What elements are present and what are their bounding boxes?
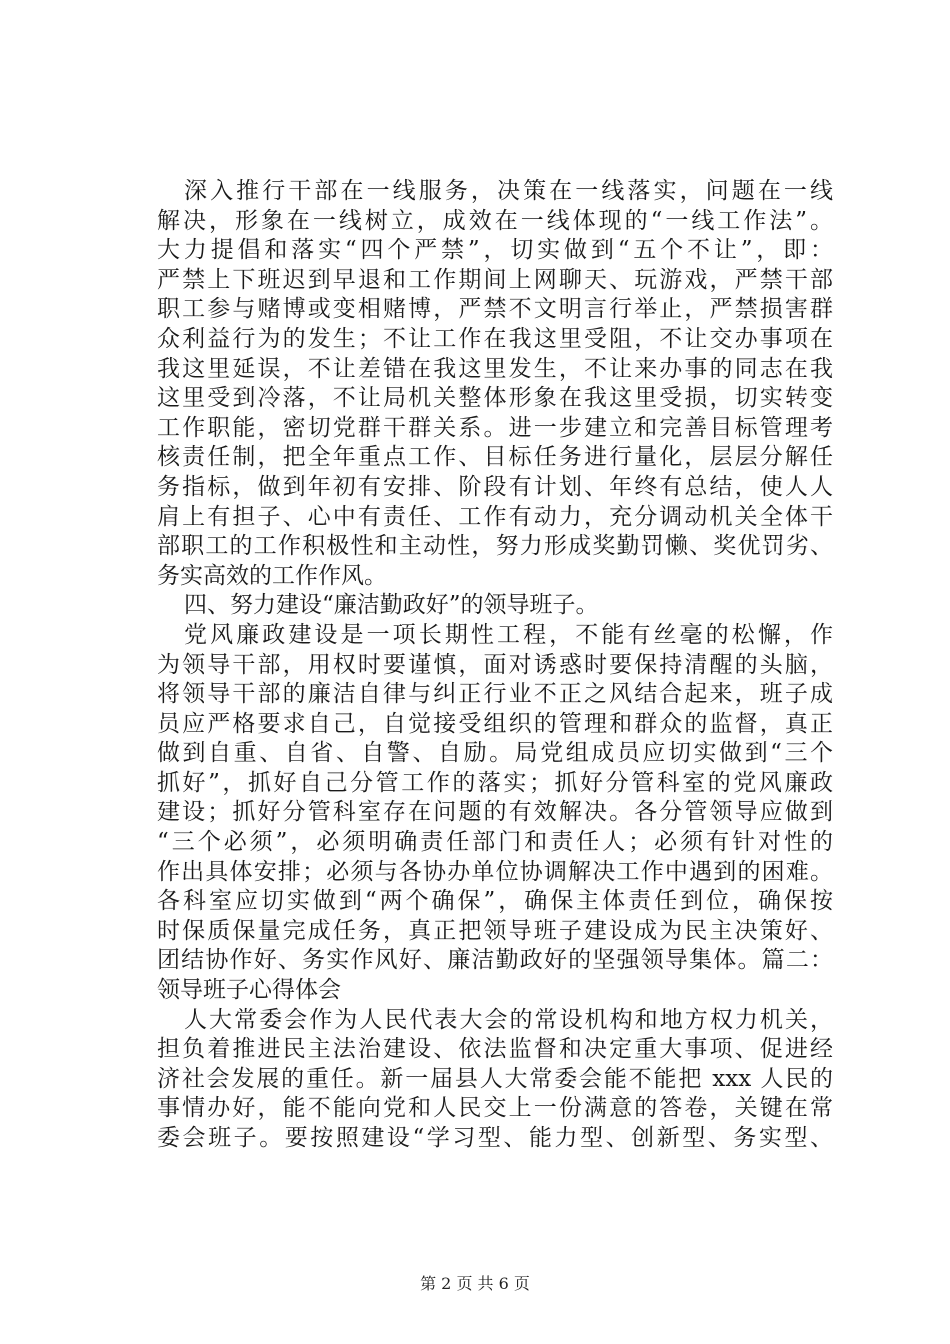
text-line: 事情办好，能不能向党和人民交上一份满意的答卷，关键在常 [157,1095,833,1122]
text-line: 大力提倡和落实“四个严禁”，切实做到“五个不让”，即： [157,237,833,264]
text-line: 作出具体安排；必须与各协办单位协调解决工作中遇到的困难。 [157,858,833,885]
text-line: 核责任制，把全年重点工作、目标任务进行量化，层层分解任 [157,444,833,471]
text-line: 将领导干部的廉洁自律与纠正行业不正之风结合起来，班子成 [157,681,833,708]
text-line: 做到自重、自省、自警、自励。局党组成员应切实做到“三个 [157,740,833,767]
text-line: 众利益行为的发生；不让工作在我这里受阻，不让交办事项在 [157,325,833,352]
text-line: 济社会发展的重任。新一届县人大常委会能不能把 xxx 人民的 [157,1065,833,1092]
text-line: 抓好”，抓好自己分管工作的落实；抓好分管科室的党风廉政 [157,769,833,796]
text-line: 这里受到冷落，不让局机关整体形象在我这里受损，切实转变 [157,385,833,412]
text-line: 担负着推进民主法治建设、依法监督和决定重大事项、促进经 [157,1036,833,1063]
document-body [157,177,833,1154]
text-line: 各科室应切实做到“两个确保”，确保主体责任到位，确保按 [157,888,833,915]
text-line: 部职工的工作积极性和主动性，努力形成奖勤罚懒、奖优罚劣、 [157,533,833,560]
text-line: 务指标，做到年初有安排、阶段有计划、年终有总结，使人人 [157,473,833,500]
text-line: 肩上有担子、心中有责任、工作有动力，充分调动机关全体干 [157,503,833,530]
text-line: 严禁上下班迟到早退和工作期间上网聊天、玩游戏，严禁干部 [157,266,833,293]
text-line: 委会班子。要按照建设“学习型、能力型、创新型、务实型、 [157,1125,833,1151]
text-line: 团结协作好、务实作风好、廉洁勤政好的坚强领导集体。篇二： [157,947,833,974]
text-line: 员应严格要求自己，自觉接受组织的管理和群众的监督，真正 [157,710,833,737]
text-line: 我这里延误，不让差错在我这里发生，不让来办事的同志在我 [157,355,833,382]
text-line: 务实高效的工作作风。 [157,562,387,589]
text-line: 党风廉政建设是一项长期性工程，不能有丝毫的松懈，作 [184,621,833,648]
page-number-footer: 第 2 页 共 6 页 [420,1274,530,1293]
text-line: 四、努力建设“廉洁勤政好”的领导班子。 [184,592,599,619]
text-line: 建设；抓好分管科室存在问题的有效解决。各分管领导应做到 [157,799,833,826]
text-line: 工作职能，密切党群干群关系。进一步建立和完善目标管理考 [157,414,833,441]
text-line: 职工参与赌博或变相赌博，严禁不文明言行举止，严禁损害群 [157,296,833,323]
text-line: 时保质保量完成任务，真正把领导班子建设成为民主决策好、 [157,917,833,944]
text-line: 为领导干部，用权时要谨慎，面对诱惑时要保持清醒的头脑， [157,651,833,678]
text-line: “三个必须”，必须明确责任部门和责任人；必须有针对性的 [157,829,833,856]
text-line: 解决，形象在一线树立，成效在一线体现的“一线工作法”。 [157,207,833,234]
text-line: 深入推行干部在一线服务，决策在一线落实，问题在一线 [184,178,833,204]
text-line: 人大常委会作为人民代表大会的常设机构和地方权力机关， [184,1006,833,1033]
text-line: 领导班子心得体会 [157,977,341,1004]
